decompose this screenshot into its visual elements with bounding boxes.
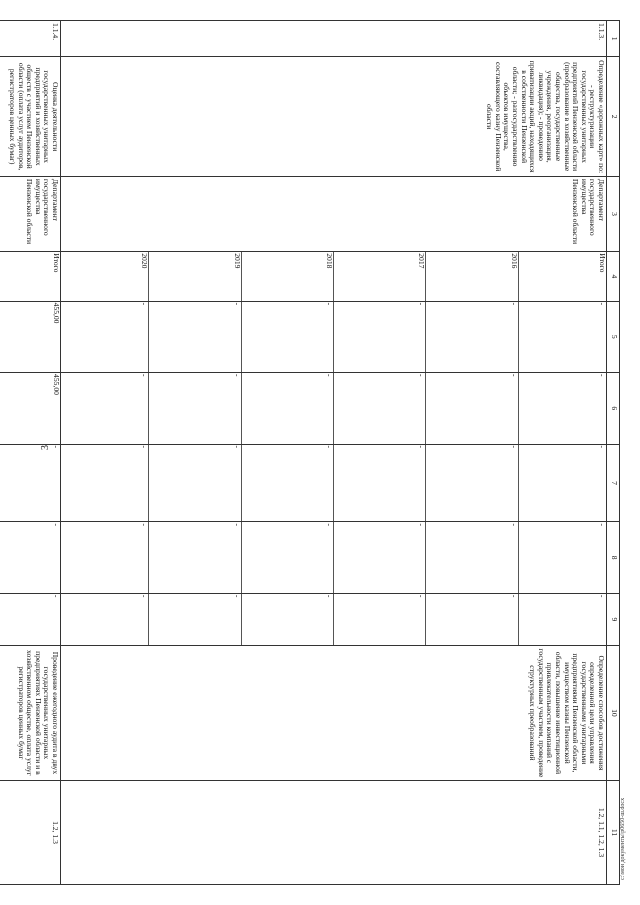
amount-c6-value: - [241, 373, 333, 443]
amount-c6-value: - [518, 373, 606, 443]
amount-c7-list [61, 445, 606, 522]
amount-c5-list [0, 302, 60, 372]
row-years [0, 252, 61, 301]
row-c7 [0, 444, 61, 522]
amount-c7-value: - [149, 445, 241, 522]
amount-c9-value: - [0, 594, 60, 645]
row-name: Оценка деятельности государственных унитарных предприятий и хозяйственных обществ с участием Пензенской области (оплата услуг аудиторов, регистраторов ценных бумаг) [0, 57, 61, 177]
amount-c7-value: - [518, 445, 606, 522]
row-c5 [0, 301, 61, 372]
amount-c9-value: - [149, 594, 241, 645]
year-list [0, 252, 60, 300]
amount-c6-value: 455,00 [0, 373, 60, 443]
amount-c9-value: - [140, 594, 150, 598]
header-col-5: 5 [607, 301, 620, 372]
row-number: 1.1.4. [0, 21, 61, 57]
amount-c6-value: - [426, 373, 518, 443]
year-value: Итого [518, 252, 606, 300]
program-table [0, 20, 620, 885]
row-result: Проведение ежегодного аудита в двух государственных унитарных предприятиях Пензенской области и в хозяйственном обществе, оплата услуг регистраторов ценных бумаг [0, 645, 61, 780]
header-col-6: 6 [607, 373, 620, 444]
amount-c9-list [61, 594, 606, 645]
amount-c6-value: - [140, 374, 150, 377]
amount-c5-value: - [241, 302, 333, 372]
amount-c9-list [0, 594, 60, 645]
amount-c7-list [0, 445, 60, 522]
row-c6 [61, 373, 607, 444]
amount-c6-value: - [334, 373, 426, 443]
year-value: Итого [0, 252, 60, 300]
header-col-10: 10 [607, 645, 620, 780]
year-list [61, 252, 606, 300]
amount-c6-list [61, 373, 606, 443]
amount-c7-value: - [241, 445, 333, 522]
header-col-7: 7 [607, 444, 620, 522]
amount-c7-value: - [140, 445, 150, 449]
amount-c9-value: - [241, 594, 333, 645]
amount-c8-value: - [426, 522, 518, 592]
amount-c8-value: - [0, 522, 60, 592]
table-row [0, 21, 61, 885]
year-value: 2018 [241, 252, 333, 300]
amount-c6-value: - [149, 373, 241, 443]
header-col-4: 4 [607, 252, 620, 301]
amount-c7-value: - [426, 445, 518, 522]
amount-c9-value: - [426, 594, 518, 645]
amount-c8-value: - [140, 523, 150, 526]
year-value: 2017 [334, 252, 426, 300]
year-value: 2019 [149, 252, 241, 300]
amount-c8-list [61, 522, 606, 592]
header-col-8: 8 [607, 522, 620, 593]
amount-c8-value: - [149, 522, 241, 592]
row-years [61, 252, 607, 301]
amount-c5-value: - [140, 302, 150, 306]
amount-c8-value: - [518, 522, 606, 592]
row-link: 1.2, 1.3 [0, 780, 61, 884]
year-value: 2016 [426, 252, 518, 300]
amount-c9-value: - [518, 594, 606, 645]
row-executor: Департамент государственного имущества Пензенской области [0, 176, 61, 251]
table-row [61, 21, 607, 885]
amount-c6-list [0, 373, 60, 443]
amount-c8-list [0, 522, 60, 592]
amount-c5-value: - [518, 302, 606, 372]
page-number: 3 [40, 445, 51, 450]
row-c8 [0, 522, 61, 593]
header-col-1: 1 [607, 21, 620, 57]
program-table-wrapper [8, 20, 620, 885]
header-col-9: 9 [607, 593, 620, 645]
amount-c5-value: 455,00 [0, 302, 60, 372]
row-c7 [61, 444, 607, 522]
row-result: Определение способов достижения определенной цели управления государственными унитарными предприятиями Пензенской области, имуществом казны Пензенской области, повышение инвестиционной привлекательности компаний с государственным участием, проведение структурных преобразований [61, 645, 607, 780]
row-link: 1.2, 1.1, 1.2, 1.3 [61, 780, 607, 884]
footer-file-path: c:\мои документы\р0650-ш.docx [620, 797, 626, 880]
row-c9 [61, 593, 607, 645]
header-col-2: 2 [607, 57, 620, 177]
row-number: 1.1.3. [61, 21, 607, 57]
row-executor: Департамент государственного имущества Пензенской области [61, 176, 607, 251]
row-c9 [0, 593, 61, 645]
header-col-3: 3 [607, 176, 620, 251]
header-row [607, 21, 620, 885]
amount-c5-value: - [334, 302, 426, 372]
row-name: Определение «дорожных карт» по: - реструктуризации государственных унитарных предприятий Пензенской области (преобразование в хозяйственные общества, государственные учреждения, реорганизация, ликвидация); - проведению приватизации акций, находящихся в собственности Пензенской области; - разгосударствлению объектов имущества, составляющего казну Пензенской области [61, 57, 607, 177]
amount-c8-value: - [241, 522, 333, 592]
amount-c7-value: - [0, 445, 60, 522]
year-value: 2020 [140, 253, 150, 269]
row-c5 [61, 301, 607, 372]
header-col-11: 11 [607, 780, 620, 884]
amount-c9-value: - [334, 594, 426, 645]
amount-c7-value: - [334, 445, 426, 522]
amount-c5-list [61, 302, 606, 372]
amount-c8-value: - [334, 522, 426, 592]
row-c6 [0, 373, 61, 444]
amount-c5-value: - [426, 302, 518, 372]
amount-c5-value: - [149, 302, 241, 372]
row-c8 [61, 522, 607, 593]
